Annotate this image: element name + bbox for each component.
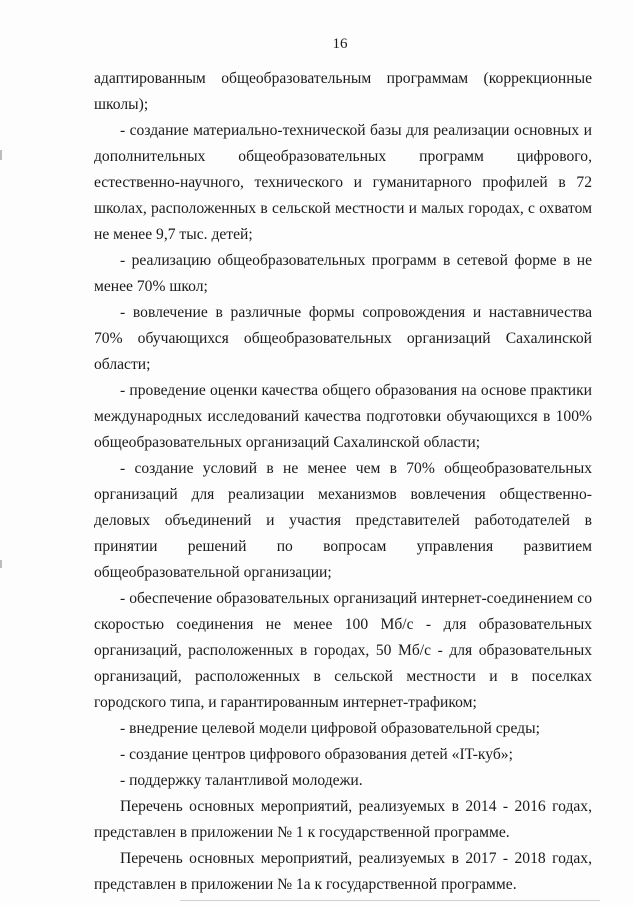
scan-edge-mark xyxy=(0,560,2,568)
scan-edge-mark xyxy=(180,900,600,901)
list-item: - обеспечение образовательных организаций интернет-соединением со скоростью соединения не менее 100 Мб/с - для образовательных организаций, расположенных в городах, 50 Мб/с - для образовательных организаций, расположенных в сельской местности и в поселках городского типа, и гарантированным интернет-трафиком; xyxy=(94,590,592,711)
list-item: - вовлечение в различные формы сопровождения и наставничества 70% обучающихся общеобразовательных организаций Сахалинской области; xyxy=(94,304,592,373)
list-item: - создание материально-технической базы для реализации основных и дополнительных общеобразовательных программ цифрового, естественно-научного, технического и гуманитарного профилей в 72 школах, расположенных в сельской местности и малых городах, с охватом не менее 9,7 тыс. детей; xyxy=(94,122,592,243)
list-item: - проведение оценки качества общего образования на основе практики международных исследований качества подготовки обучающихся в 100% общеобразовательных организаций Сахалинской области; xyxy=(94,382,592,451)
paragraph: Перечень основных мероприятий, реализуемых в 2017 - 2018 годах, представлен в приложении № 1а к государственной программе. xyxy=(94,850,592,893)
list-item: - реализацию общеобразовательных программ в сетевой форме в не менее 70% школ; xyxy=(94,252,592,295)
scan-edge-mark xyxy=(0,150,2,160)
body-text xyxy=(94,66,592,898)
page-number: 16 xyxy=(332,36,348,52)
paragraph: Перечень основных мероприятий, реализуемых в 2014 - 2016 годах, представлен в приложении № 1 к государственной программе. xyxy=(94,798,592,841)
list-item: - поддержку талантливой молодежи. xyxy=(120,772,363,789)
list-item: - внедрение целевой модели цифровой образовательной среды; xyxy=(120,720,540,737)
paragraph: адаптированным общеобразовательным программам (коррекционные школы); xyxy=(94,70,592,113)
list-item: - создание центров цифрового образования детей «IT-куб»; xyxy=(120,746,513,763)
list-item: - создание условий в не менее чем в 70% общеобразовательных организаций для реализации механизмов вовлечения общественно-деловых объединений и участия представителей работодателей в принятии решений по вопросам управления развитием общеобразовательной организации; xyxy=(94,460,592,581)
